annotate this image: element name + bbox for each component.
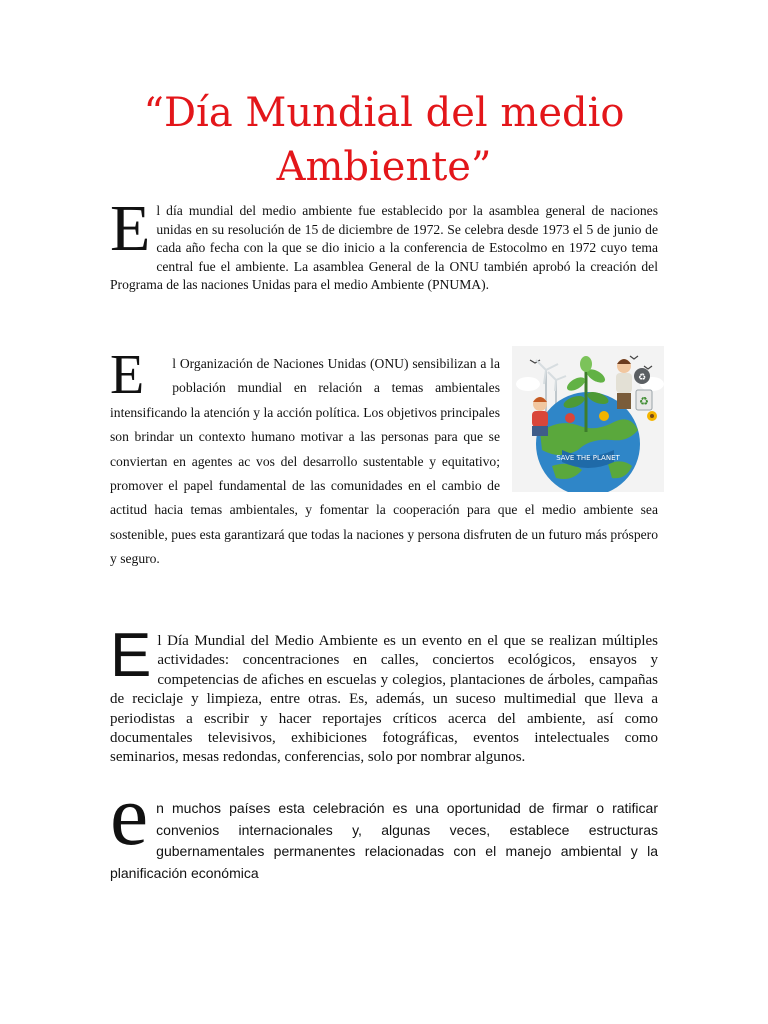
svg-text:♻: ♻	[639, 395, 649, 408]
paragraph-4	[110, 767, 658, 884]
paragraph-4-text: n muchos países esta celebración es una oportunidad de firmar o ratificar convenios internacionales y, algunas veces, establece estructuras gubernamentales permanentes relacionadas con el manejo ambiental y la planificación económica	[110, 800, 658, 881]
globe-icon	[512, 346, 664, 492]
save-the-planet-illustration	[512, 346, 664, 492]
paragraph-3	[110, 621, 658, 768]
svg-text:SAVE THE PLANET: SAVE THE PLANET	[556, 454, 620, 462]
page-title: “Día Mundial del medio Ambiente”	[143, 90, 625, 190]
drop-cap-2: E	[110, 344, 145, 406]
svg-text:♻: ♻	[637, 373, 647, 383]
drop-cap-1: E	[110, 192, 151, 265]
paragraph-2	[110, 344, 658, 572]
paragraph-3-text: l Día Mundial del Medio Ambiente es un evento en el que se realizan múltiples actividades: concentraciones en calles, conciertos ecológicos, ensayos y competencias de afiches en escuelas y colegios, plantaciones de árboles, campañas de reciclaje y limpieza, entre otras. Es, además, un suceso multimedial que lleva a periodistas a escribir y hacer reportajes críticos acerca del ambiente, así como documentales televisivos, exhibiciones fotográficas, eventos intelectuales como seminarios, mesas redondas, conferencias, solo por nombrar algunos.	[110, 633, 658, 766]
paragraph-1	[110, 192, 658, 295]
paragraph-2-text: l Organización de Naciones Unidas (ONU) sensibilizan a la población mundial en relación a temas ambientales intensificando la atención y la acción política. Los objetivos principales son brindar un contexto humano motivar a las personas para que se conviertan en agentes ac vos del desarrollo sustentable y equitativo; promover el papel fundamental de las comunidades en el cambio de actitud hacia temas ambientales, y fomentar la cooperación para que el medio ambiente sea sostenible, pues esta garantizará que todas la naciones y persona disfruten de un futuro más próspero y seguro.	[110, 356, 658, 567]
drop-cap-3: E	[110, 621, 152, 690]
drop-cap-4: e	[110, 767, 149, 863]
paragraph-1-text: l día mundial del medio ambiente fue establecido por la asamblea general de naciones unidas en su resolución de 15 de diciembre de 1972. Se celebra desde 1973 el 5 de junio de cada año fecha con la que se dio inicio a la conferencia de Estocolmo en 1972 cuyo tema central fue el ambiente. La asamblea General de la ONU también aprobó la creación del Programa de las naciones Unidas para el medio Ambiente (PNUMA).	[110, 203, 658, 292]
